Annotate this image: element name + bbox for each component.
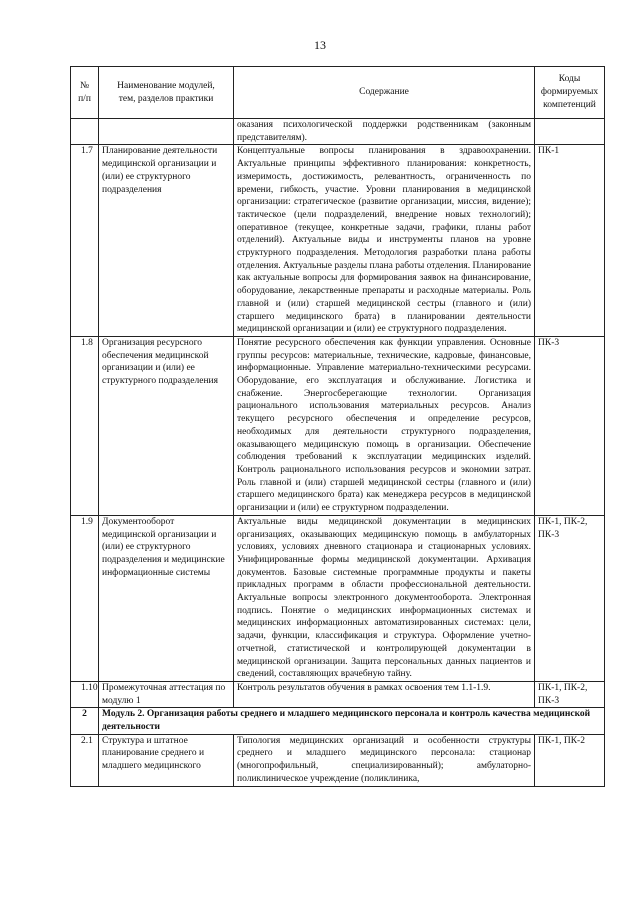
module-title: Модуль 2. Организация работы среднего и младшего медицинского персонала и контроль качества медицинской деятельности xyxy=(99,708,605,734)
row-codes: ПК-1, ПК-2 xyxy=(535,734,605,786)
row-name: Организация ресурсного обеспечения медицинской организации и (или) ее структурного подразделения xyxy=(99,336,234,515)
row-name: Документооборот медицинской организации и (или) ее структурного подразделения и медицинские информационные системы xyxy=(99,515,234,681)
header-content: Содержание xyxy=(234,67,535,119)
header-num: № п/п xyxy=(71,67,99,119)
row-content: Актуальные виды медицинской документации в медицинских организациях, оказывающих медицинскую помощь в амбулаторных условиях, условиях дневного стационара и стационарных условиях. Унифицированные формы медицинской документации. Архивация документов. Базовые системные программные продукты и пакеты прикладных программ в области профессиональной деятельности. Актуальные вопросы электронного документооборота. Электронная подпись. Понятие о медицинских информационных системах и медицинских информационных автоматизированных системах: цели, задачи, функции, классификация и структура. Оформление учетно-отчетной, статистической и контролирующей документации в медицинской организации. Защита персональных данных пациентов и сведений, составляющих врачебную тайну. xyxy=(234,515,535,681)
row-name xyxy=(99,119,234,145)
row-num: 1.7 xyxy=(71,145,99,337)
table-row xyxy=(71,145,605,337)
page-number: 13 xyxy=(314,38,326,52)
row-name: Промежуточная аттестация по модулю 1 xyxy=(99,681,234,707)
header-name: Наименование модулей, тем, разделов практики xyxy=(99,67,234,119)
row-content: Концептуальные вопросы планирования в здравоохранении. Актуальные принципы эффективного планирования: конкретность, измеримость, достижимость, релевантность, ограниченность по времени, гибкость, участие. Уровни планирования в медицинской организации: стратегическое (развитие организации, миссия, видение); тактическое (цели подразделений, внедрение новых технологий); оперативное (текущее, конкретные задачи, графики, планы работ отделений). Актуальные виды и инструменты планов на уровне структурного подразделения. Методология разработки плана работы отделения. Актуальные разделы плана работы отделения. Планирование как актуальные вопросы для формирования заявок на финансирование, оборудование, лекарственные препараты и расходные материалы. Роль главной и (или) старшей медицинской сестры (главного и (или) старшего медицинского брата) в планировании деятельности медицинской организации и (или) ее структурного подразделения. xyxy=(234,145,535,337)
table-row xyxy=(71,515,605,681)
module-num: 2 xyxy=(71,708,99,734)
table-row xyxy=(71,336,605,515)
table-row xyxy=(71,734,605,786)
row-content: Типология медицинских организаций и особенности структуры среднего и младшего медицинского персонала: стационар (многопрофильный, специализированный); амбулаторно-поликлиническое учреждение (поликлиника, xyxy=(234,734,535,786)
table-row xyxy=(71,119,605,145)
row-num: 1.10 xyxy=(71,681,99,707)
row-content: Понятие ресурсного обеспечения как функции управления. Основные группы ресурсов: материальные, технические, кадровые, финансовые, информационные. Управление материально-техническими ресурсами. Оборудование, его эксплуатация и обслуживание. Логистика и снабжение. Энергосберегающие технологии. Организация рационального использования материальных ресурсов. Анализ текущего ресурсного обеспечения и определение ресурсов, необходимых для деятельности структурного подразделения, оказывающего медицинскую помощь в организации. Обеспечение соблюдения требований к эксплуатации медицинских изделий. Контроль рационального использования ресурсов и экономии затрат. Роль главной и (или) старшей медицинской сестры (главного и (или) старшего медицинского брата) как менеджера ресурсов в медицинской организации и (или) ее структурном подразделении. xyxy=(234,336,535,515)
row-name: Структура и штатное планирование среднего и младшего медицинского xyxy=(99,734,234,786)
row-num xyxy=(71,119,99,145)
row-codes: ПК-1 xyxy=(535,145,605,337)
row-content: Контроль результатов обучения в рамках освоения тем 1.1-1.9. xyxy=(234,681,535,707)
row-codes: ПК-1, ПК-2, ПК-3 xyxy=(535,681,605,707)
row-content: оказания психологической поддержки родственникам (законным представителям). xyxy=(234,119,535,145)
row-num: 1.8 xyxy=(71,336,99,515)
curriculum-table xyxy=(70,66,605,787)
row-name: Планирование деятельности медицинской организации и (или) ее структурного подразделения xyxy=(99,145,234,337)
row-num: 2.1 xyxy=(71,734,99,786)
row-codes: ПК-3 xyxy=(535,336,605,515)
row-num: 1.9 xyxy=(71,515,99,681)
header-codes: Коды формируемых компетенций xyxy=(535,67,605,119)
module-heading-row xyxy=(71,708,605,734)
row-codes: ПК-1, ПК-2, ПК-3 xyxy=(535,515,605,681)
table-row xyxy=(71,681,605,707)
table-header-row xyxy=(71,67,605,119)
row-codes xyxy=(535,119,605,145)
